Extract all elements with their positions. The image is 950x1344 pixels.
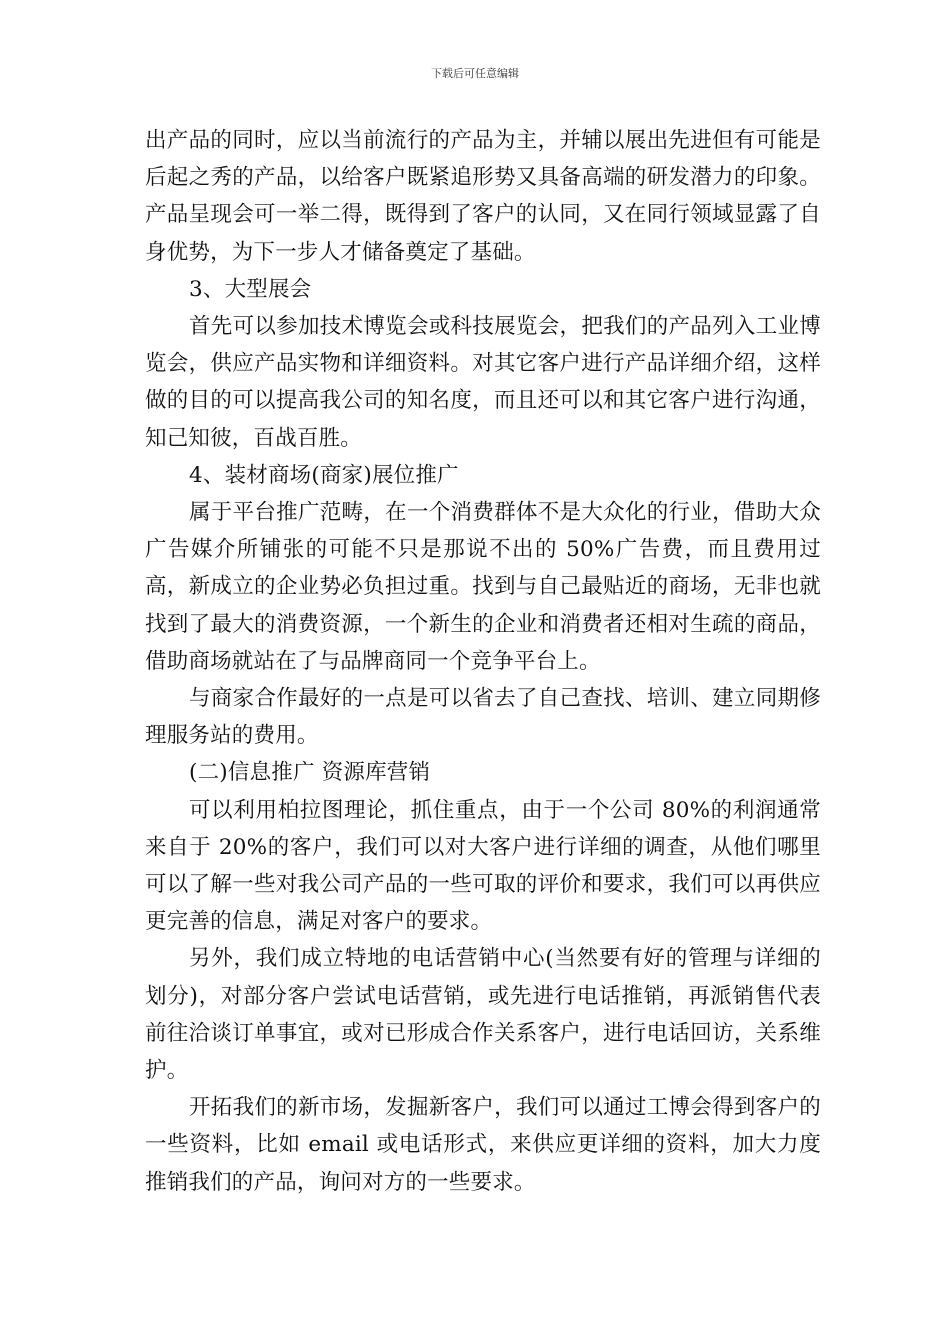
paragraph: 可以利用柏拉图理论，抓住重点，由于一个公司 80%的利润通常来自于 20%的客户，我们可以对大客户进行详细的调查，从他们哪里可以了解一些对我公司产品的一些可取的评价和要求，我们可以再供应更完善的信息，满足对客户的要求。 xyxy=(145,797,821,935)
section-heading-large-exhibition: 3、大型展会 xyxy=(189,276,312,302)
page-header: 下载后可任意编辑 xyxy=(431,67,519,80)
paragraph: 与商家合作最好的一点是可以省去了自己查找、培训、建立同期修理服务站的费用。 xyxy=(145,686,821,749)
paragraph: 另外，我们成立特地的电话营销中心(当然要有好的管理与详细的划分)，对部分客户尝试电话营销，或先进行电话推销，再派销售代表前往洽谈订单事宜，或对已形成合作关系客户，进行电话回访，关系维护。 xyxy=(145,946,821,1084)
section-heading-mall-booth: 4、装材商场(商家)展位推广 xyxy=(189,462,459,488)
document-body xyxy=(145,122,821,1201)
section-heading-info-promotion: (二)信息推广 资源库营销 xyxy=(189,760,431,786)
paragraph: 属于平台推广范畴，在一个消费群体不是大众化的行业，借助大众广告媒介所铺张的可能不只是那说不出的 50%广告费，而且费用过高，新成立的企业势必负担过重。找到与自己最贴近的商场，无非也就找到了最大的消费资源，一个新生的企业和消费者还相对生疏的商品，借助商场就站在了与品牌商同一个竞争平台上。 xyxy=(145,500,821,674)
paragraph: 首先可以参加技术博览会或科技展览会，把我们的产品列入工业博览会，供应产品实物和详细资料。对其它客户进行产品详细介绍，这样做的目的可以提高我公司的知名度，而且还可以和其它客户进行沟通，知己知彼，百战百胜。 xyxy=(145,314,821,451)
paragraph: 开拓我们的新市场，发掘新客户，我们可以通过工博会得到客户的一些资料，比如 email 或电话形式，来供应更详细的资料，加大力度推销我们的产品，询问对方的一些要求。 xyxy=(145,1095,821,1195)
paragraph-continuation: 出产品的同时，应以当前流行的产品为主，并辅以展出先进但有可能是后起之秀的产品，以给客户既紧追形势又具备高端的研发潜力的印象。产品呈现会可一举二得，既得到了客户的认同，又在同行领域显露了自身优势，为下一步人才储备奠定了基础。 xyxy=(145,128,821,265)
